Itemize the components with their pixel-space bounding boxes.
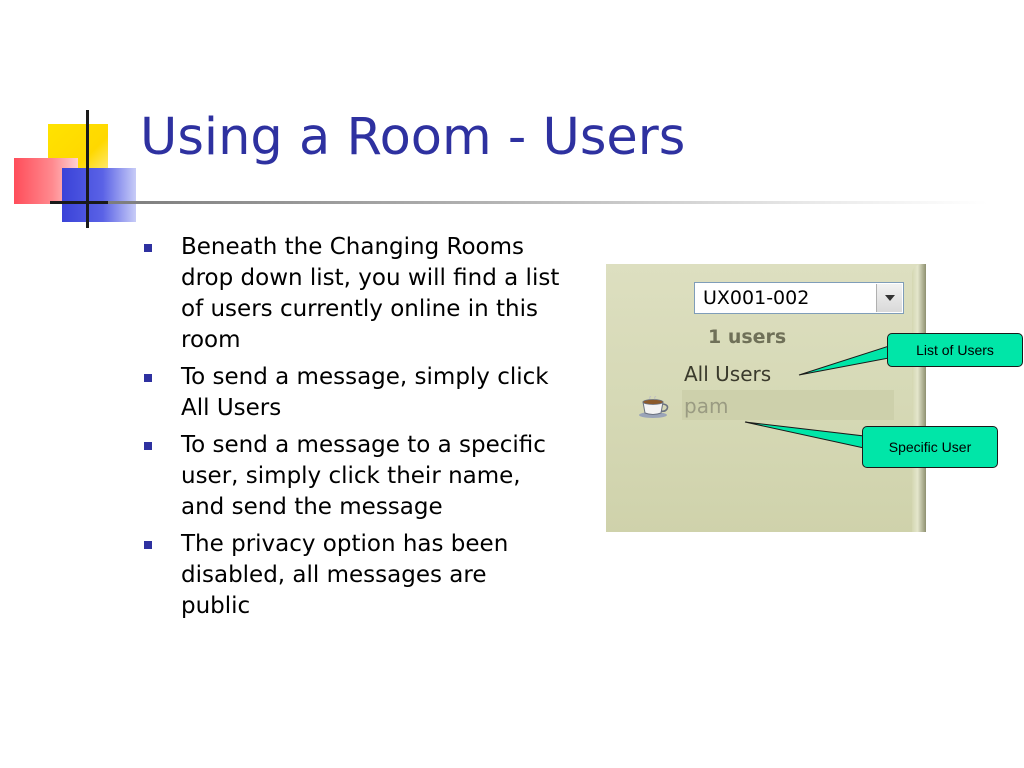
bullet-text: To send a message, simply click All Users: [181, 364, 549, 421]
bullet-text: The privacy option has been disabled, all messages are public: [181, 531, 509, 619]
bullet-item: [140, 529, 560, 622]
room-dropdown[interactable]: [694, 282, 904, 314]
bullet-square-icon: [144, 541, 152, 549]
bullet-square-icon: [144, 374, 152, 382]
user-panel-screenshot: [606, 264, 926, 532]
title-underline: [108, 201, 988, 204]
coffee-cup-icon: [638, 396, 672, 418]
decorative-vertical-line: [86, 110, 89, 228]
callout-list-of-users: List of Users: [887, 333, 1023, 367]
user-name: pam: [684, 394, 729, 418]
bullet-item: [140, 430, 560, 523]
bullet-text: To send a message to a specific user, simply click their name, and send the message: [181, 432, 546, 520]
callout-specific-user: Specific User: [862, 426, 998, 468]
bullet-item: [140, 362, 560, 424]
chevron-down-icon[interactable]: [876, 284, 902, 312]
bullet-square-icon: [144, 442, 152, 450]
bullet-item: [140, 232, 560, 356]
panel-edge: [912, 264, 926, 532]
bullet-square-icon: [144, 244, 152, 252]
user-list-item[interactable]: [636, 390, 894, 420]
slide-title: Using a Room - Users: [140, 108, 686, 167]
bullet-text: Beneath the Changing Rooms drop down list, you will find a list of users currently online in this room: [181, 234, 560, 353]
user-count: 1 users: [708, 326, 787, 348]
room-dropdown-value: UX001-002: [703, 287, 810, 309]
all-users-link[interactable]: All Users: [684, 362, 772, 386]
bullet-list: [140, 232, 560, 628]
decorative-blue-square: [62, 168, 136, 222]
